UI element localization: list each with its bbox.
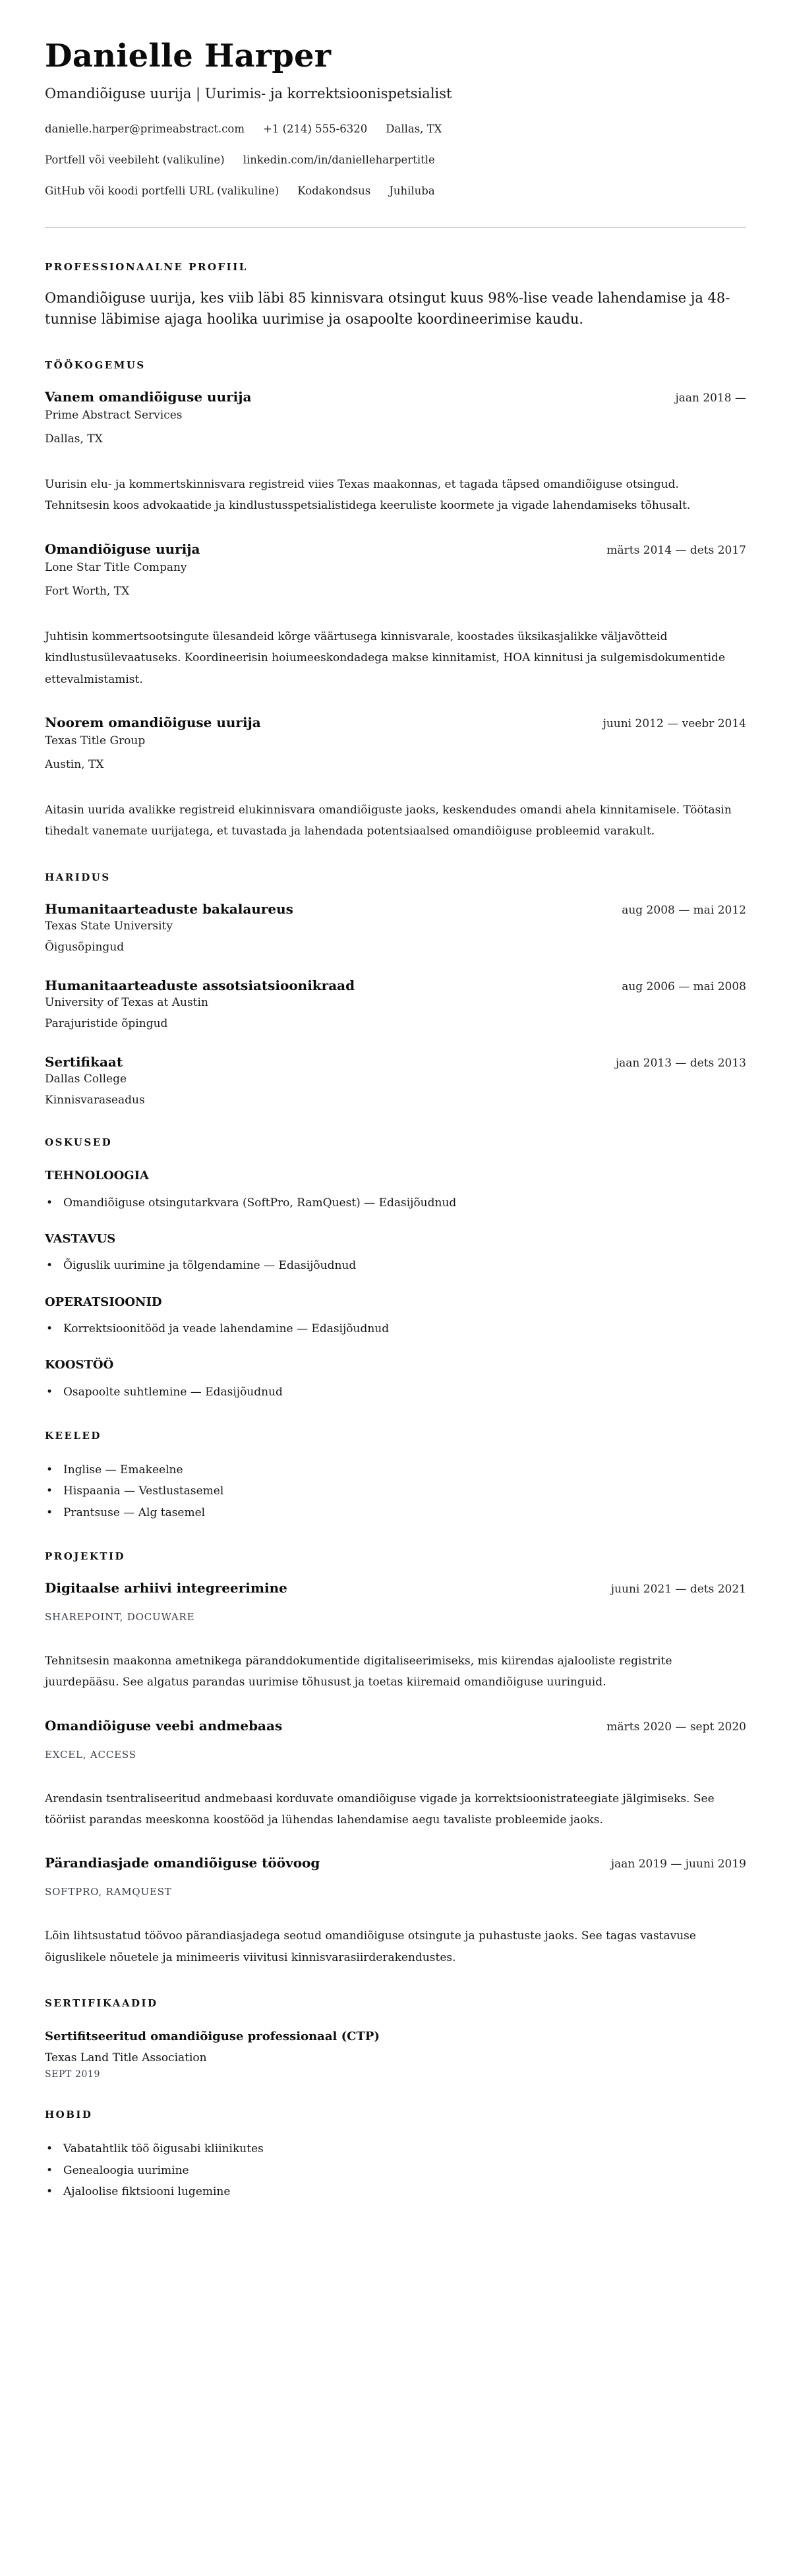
certification-name: Sertifitseeritud omandiõiguse professionaal (CTP) — [45, 2029, 380, 2043]
project-tags: EXCEL, ACCESS — [45, 1748, 136, 1761]
project-title: Omandiõiguse veebi andmebaas — [45, 1717, 283, 1734]
project-description: Tehnitsesin maakonna ametnikega päranddokumentide digitaliseerimiseks, mis kiirendas ajalooliste registrite juurdepääsu. See algatus parandas uurimise tõhusust ja toetas kiiremaid omandiõiguse uuringuid. — [45, 1654, 672, 1689]
contact-row-links — [45, 154, 746, 167]
project-tags: SOFTPRO, RAMQUEST — [45, 1886, 172, 1898]
education-entry — [45, 900, 746, 954]
project-description: Arendasin tsentraliseeritud andmebaasi korduvate omandiõiguse vigade ja korrektsioonistrateegiate jälgimiseks. See tööriist parandas meeskonna koostööd ja lühendas lahendamise aegu tavaliste probleemide jaoks. — [45, 1792, 715, 1827]
project-date: juuni 2021 — dets 2021 — [610, 1583, 746, 1596]
job-title: Vanem omandiõiguse uurija — [45, 388, 252, 405]
linkedin-link[interactable]: linkedin.com/in/danielleharpertitle — [243, 154, 435, 167]
skill-group-title: VASTAVUS — [45, 1231, 116, 1246]
section-title-certifications: SERTIFIKAADID — [45, 1997, 158, 2009]
field-of-study: Kinnisvaraseadus — [45, 1094, 145, 1107]
job-description: Uurisin elu- ja kommertskinnisvara registreid viies Texas maakonnas, et tagada täpsed omandiõiguse otsingud. Tehnitsesin koos advokaatide ja kindlustusspetsialistidega keeruliste koormete ja vigade lahendamiseks tõhusalt. — [45, 478, 691, 513]
skill-list — [45, 1384, 746, 1401]
bullet-icon: • — [46, 1484, 53, 1498]
skill-list — [45, 1320, 746, 1337]
bullet-icon: • — [46, 1322, 53, 1336]
bullet-icon: • — [46, 2163, 53, 2177]
project-tags: SHAREPOINT, DOCUWARE — [45, 1611, 195, 1624]
bullet-icon: • — [46, 2142, 53, 2156]
bullet-icon: • — [46, 2185, 53, 2199]
project-entry — [45, 1854, 746, 1968]
experience-section — [45, 359, 746, 842]
contact-row-extra — [45, 185, 746, 198]
bullet-icon: • — [46, 1463, 53, 1477]
skill-group-title: KOOSTÖÖ — [45, 1358, 114, 1372]
bullet-icon: • — [46, 1506, 53, 1519]
project-title: Digitaalse arhiivi integreerimine — [45, 1580, 287, 1596]
section-title-projects: PROJEKTID — [45, 1550, 126, 1563]
location-text: Dallas, TX — [386, 123, 442, 136]
skill-item: • Korrektsioonitööd ja veade lahendamine — Edasijõudnud — [45, 1320, 746, 1337]
section-title-skills: OSKUSED — [45, 1136, 113, 1149]
candidate-headline: Omandiõiguse uurija | Uurimis- ja korrektsioonispetsialist — [45, 86, 452, 102]
hobbies-section — [45, 2109, 746, 2200]
bullet-icon: • — [46, 1196, 53, 1210]
section-title-hobbies: HOBID — [45, 2109, 93, 2121]
job-entry — [45, 714, 746, 842]
job-date: juuni 2012 — veebr 2014 — [602, 717, 746, 730]
skill-list — [45, 1257, 746, 1274]
contact-row-primary — [45, 123, 746, 136]
degree-title: Humanitaarteaduste bakalaureus — [45, 900, 293, 917]
job-description: Aitasin uurida avalikke registreid elukinnisvara omandiõiguste jaoks, keskendudes omandi ahela kinnitamisele. Töötasin tihedalt vanemate uurijatega, et tuvastada ja lahendada potentsiaalsed omandiõiguse probleemid varakult. — [45, 804, 732, 838]
skill-list — [45, 1194, 746, 1212]
job-company: Lone Star Title Company — [45, 560, 187, 574]
degree-title: Humanitaarteaduste assotsiatsioonikraad — [45, 977, 355, 993]
language-item: • Prantsuse — Alg tasemel — [45, 1504, 746, 1521]
section-title-profile: PROFESSIONAALNE PROFIIL — [45, 260, 248, 273]
section-title-experience: TÖÖKOGEMUS — [45, 359, 146, 371]
section-title-education: HARIDUS — [45, 871, 111, 883]
bullet-icon: • — [46, 1385, 53, 1399]
job-date: jaan 2018 — — [675, 391, 746, 405]
job-location: Austin, TX — [45, 757, 104, 771]
field-of-study: Parajuristide õpingud — [45, 1016, 168, 1030]
skill-item: • Osapoolte suhtlemine — Edasijõudnud — [45, 1384, 746, 1401]
skill-group-title: TEHNOLOOGIA — [45, 1169, 150, 1183]
certification-date: SEPT 2019 — [45, 2069, 101, 2080]
certification-issuer: Texas Land Title Association — [45, 2051, 207, 2065]
education-entry — [45, 1053, 746, 1107]
school-name: University of Texas at Austin — [45, 995, 208, 1009]
project-entry — [45, 1579, 746, 1693]
project-title: Pärandiasjade omandiõiguse töövoog — [45, 1855, 320, 1871]
education-section — [45, 871, 746, 1108]
candidate-name: Danielle Harper — [45, 38, 332, 74]
job-title: Noorem omandiõiguse uurija — [45, 714, 261, 730]
project-date: märts 2020 — sept 2020 — [606, 1720, 746, 1734]
resume-header — [45, 38, 746, 228]
skill-item: • Omandiõiguse otsingutarkvara (SoftPro, RamQuest) — Edasijõudnud — [45, 1194, 746, 1212]
skill-group-title: OPERATSIOONID — [45, 1295, 162, 1309]
phone-number[interactable]: +1 (214) 555-6320 — [263, 123, 368, 136]
education-date: aug 2008 — mai 2012 — [622, 903, 746, 917]
skills-section — [45, 1136, 746, 1401]
skill-item: • Õiguslik uurimine ja tõlgendamine — Edasijõudnud — [45, 1257, 746, 1274]
project-description: Lõin lihtsustatud töövoo pärandiasjadega seotud omandiõiguse otsingute ja puhastuste jaoks. See tagas vastavuse õiguslikele nõuetele ja minimeeris viivitusi kinnisvarasiirderakendustes. — [45, 1929, 696, 1964]
job-location: Dallas, TX — [45, 432, 103, 446]
language-list — [45, 1461, 746, 1521]
job-title: Omandiõiguse uurija — [45, 541, 200, 557]
github-link[interactable]: GitHub või koodi portfelli URL (valikuline) — [45, 185, 279, 198]
education-date: aug 2006 — mai 2008 — [622, 980, 746, 993]
school-name: Dallas College — [45, 1072, 127, 1086]
portfolio-link[interactable]: Portfell või veebileht (valikuline) — [45, 154, 225, 167]
job-date: märts 2014 — dets 2017 — [606, 543, 746, 557]
profile-section — [45, 261, 746, 330]
profile-summary: Omandiõiguse uurija, kes viib läbi 85 kinnisvara otsingut kuus 98%-lise veade lahendamise ja 48-tunnise läbimise ajaga hoolika uurimise ja osapoolte koordineerimise kaudu. — [45, 289, 730, 328]
languages-section — [45, 1430, 746, 1521]
bullet-icon: • — [46, 1259, 53, 1273]
projects-section — [45, 1550, 746, 1968]
school-name: Texas State University — [45, 919, 173, 933]
hobby-item: • Vabatahtlik töö õigusabi kliinikutes — [45, 2140, 746, 2157]
project-date: jaan 2019 — juuni 2019 — [610, 1858, 746, 1871]
education-date: jaan 2013 — dets 2013 — [615, 1056, 746, 1070]
degree-title: Sertifikaat — [45, 1053, 123, 1070]
drivers-license-text: Juhiluba — [389, 185, 435, 198]
hobby-list — [45, 2140, 746, 2200]
job-entry — [45, 541, 746, 690]
project-entry — [45, 1717, 746, 1831]
field-of-study: Õigusõpingud — [45, 940, 125, 954]
hobby-item: • Ajaloolise fiktsiooni lugemine — [45, 2183, 746, 2200]
header-divider — [45, 227, 746, 228]
job-company: Prime Abstract Services — [45, 408, 183, 422]
email-link[interactable]: danielle.harper@primeabstract.com — [45, 123, 245, 136]
citizenship-text: Kodakondsus — [297, 185, 371, 198]
hobby-item: • Genealoogia uurimine — [45, 2162, 746, 2179]
language-item: • Inglise — Emakeelne — [45, 1461, 746, 1478]
language-item: • Hispaania — Vestlustasemel — [45, 1482, 746, 1500]
section-title-languages: KEELED — [45, 1430, 102, 1442]
job-location: Fort Worth, TX — [45, 584, 130, 598]
job-company: Texas Title Group — [45, 734, 146, 747]
job-description: Juhtisin kommertsootsingute ülesandeid kõrge väärtusega kinnisvarale, koostades üksikasjalikke väljavõtteid kindlustusülevaatuseks. Koordineerisin hoiumeeskondadega makse kinnitamist, HOA kinnitusi ja sulgemisdokumentide ettevalmistamist. — [45, 629, 726, 686]
education-entry — [45, 977, 746, 1031]
job-entry — [45, 388, 746, 517]
certifications-section — [45, 1997, 746, 2080]
